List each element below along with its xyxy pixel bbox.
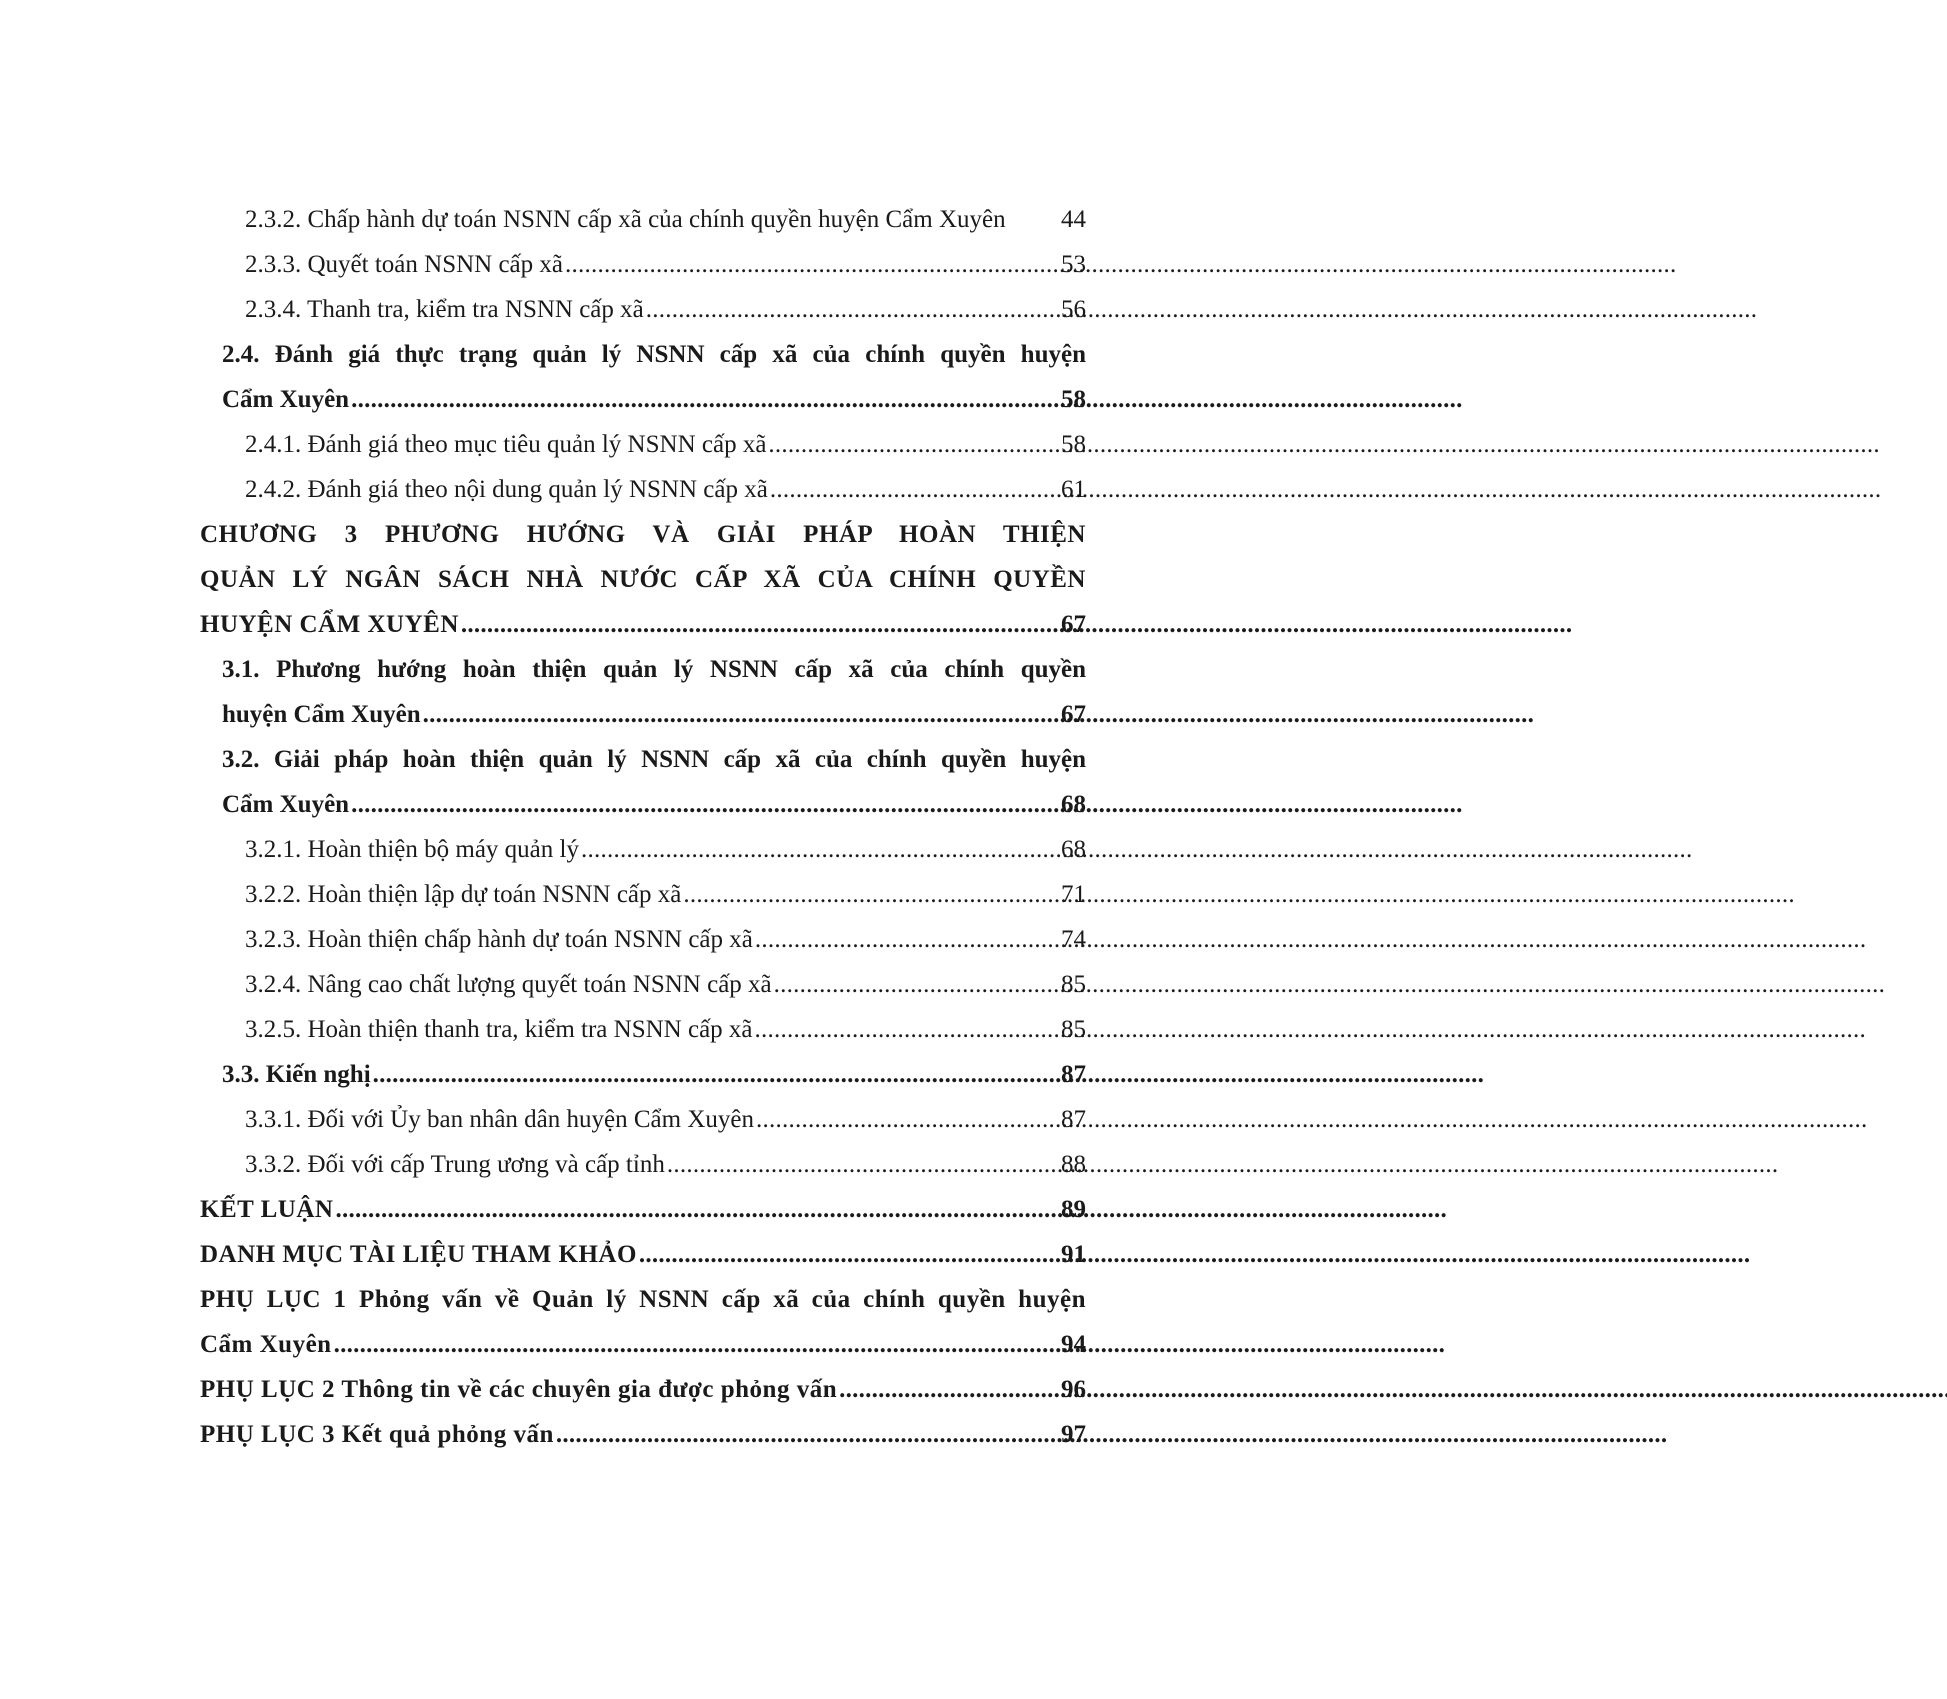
toc-line xyxy=(200,1367,1086,1412)
toc-title: 3.2.3. Hoàn thiện chấp hành dự toán NSNN cấp xã xyxy=(245,926,753,953)
toc-title: Cẩm Xuyên xyxy=(222,386,350,413)
toc-line xyxy=(200,332,1086,377)
toc-title: huyện Cẩm Xuyên xyxy=(222,701,421,728)
toc-leader-dots xyxy=(554,1412,1061,1457)
toc-line xyxy=(200,647,1086,692)
toc-line xyxy=(200,1142,1086,1187)
toc-title: 3.2.5. Hoàn thiện thanh tra, kiểm tra NSNN cấp xã xyxy=(245,1016,753,1043)
toc-page-number: 87 xyxy=(1061,1061,1086,1088)
toc-leader-dots xyxy=(754,1097,1061,1142)
toc-line xyxy=(200,197,1086,242)
toc-line xyxy=(200,1097,1086,1142)
toc-page-number: 67 xyxy=(1061,701,1086,728)
toc-leader-dots xyxy=(579,827,1061,872)
toc-line xyxy=(200,1232,1086,1277)
toc-leader-dots xyxy=(563,242,1061,287)
table-of-contents xyxy=(200,197,1086,1457)
toc-title: 3.3.2. Đối với cấp Trung ương và cấp tỉnh xyxy=(245,1151,665,1178)
toc-line xyxy=(200,1412,1086,1457)
toc-line xyxy=(200,737,1086,782)
toc-leader-dots xyxy=(766,422,1061,467)
toc-leader-dots xyxy=(837,1367,1061,1412)
toc-leader-dots xyxy=(681,872,1061,917)
toc-title: Cẩm Xuyên xyxy=(200,1331,332,1358)
toc-line xyxy=(200,872,1086,917)
toc-title: 3.1. Phương hướng hoàn thiện quản lý NSNN cấp xã của chính quyền xyxy=(222,656,1086,683)
toc-title: 2.3.2. Chấp hành dự toán NSNN cấp xã của chính quyền huyện Cẩm Xuyên xyxy=(245,206,1006,233)
toc-leader-dots xyxy=(421,692,1061,737)
toc-title: Cẩm Xuyên xyxy=(222,791,350,818)
toc-line xyxy=(200,287,1086,332)
toc-line xyxy=(200,602,1086,647)
toc-line xyxy=(200,962,1086,1007)
toc-page-number: 56 xyxy=(1061,296,1086,323)
toc-page-number: 74 xyxy=(1061,926,1086,953)
toc-page-number: 67 xyxy=(1061,611,1086,638)
toc-line xyxy=(200,782,1086,827)
toc-line xyxy=(200,512,1086,557)
toc-line xyxy=(200,557,1086,602)
toc-page-number: 88 xyxy=(1061,1151,1086,1178)
toc-leader-dots xyxy=(349,782,1061,827)
toc-line xyxy=(200,917,1086,962)
toc-title: PHỤ LỤC 1 Phỏng vấn về Quản lý NSNN cấp xã của chính quyền huyện xyxy=(200,1286,1086,1313)
toc-line xyxy=(200,1277,1086,1322)
toc-page-number: 89 xyxy=(1061,1196,1086,1223)
toc-page-number: 97 xyxy=(1061,1421,1086,1448)
toc-line xyxy=(200,422,1086,467)
toc-title: 3.3. Kiến nghị xyxy=(222,1061,371,1088)
toc-page-number: 44 xyxy=(1061,206,1086,233)
toc-title: 3.2.4. Nâng cao chất lượng quyết toán NSNN cấp xã xyxy=(245,971,772,998)
toc-title: 2.4.1. Đánh giá theo mục tiêu quản lý NSNN cấp xã xyxy=(245,431,767,458)
toc-title: QUẢN LÝ NGÂN SÁCH NHÀ NƯỚC CẤP XÃ CỦA CHÍNH QUYỀN xyxy=(200,566,1086,593)
toc-page-number: 87 xyxy=(1061,1106,1086,1133)
toc-leader-dots xyxy=(753,1007,1061,1052)
toc-title: PHỤ LỤC 2 Thông tin về các chuyên gia được phỏng vấn xyxy=(200,1376,838,1403)
toc-title: PHỤ LỤC 3 Kết quả phỏng vấn xyxy=(200,1421,554,1448)
toc-title: CHƯƠNG 3 PHƯƠNG HƯỚNG VÀ GIẢI PHÁP HOÀN THIỆN xyxy=(200,521,1086,548)
toc-title: DANH MỤC TÀI LIỆU THAM KHẢO xyxy=(200,1241,637,1268)
toc-leader-dots xyxy=(644,287,1061,332)
toc-line xyxy=(200,1187,1086,1232)
toc-page-number: 71 xyxy=(1061,881,1086,908)
toc-page-number: 85 xyxy=(1061,1016,1086,1043)
toc-line xyxy=(200,467,1086,512)
toc-page-number: 94 xyxy=(1061,1331,1086,1358)
toc-line xyxy=(200,1322,1086,1367)
toc-title: 3.2.1. Hoàn thiện bộ máy quản lý xyxy=(245,836,579,863)
toc-leader-dots xyxy=(333,1187,1061,1232)
toc-title: KẾT LUẬN xyxy=(200,1196,334,1223)
toc-title: 3.3.1. Đối với Ủy ban nhân dân huyện Cẩm Xuyên xyxy=(245,1106,754,1133)
toc-page-number: 53 xyxy=(1061,251,1086,278)
toc-page-number: 68 xyxy=(1061,836,1086,863)
toc-page-number: 91 xyxy=(1061,1241,1086,1268)
toc-line xyxy=(200,827,1086,872)
toc-line xyxy=(200,1052,1086,1097)
toc-page-number: 58 xyxy=(1061,431,1086,458)
toc-line xyxy=(200,1007,1086,1052)
toc-title: HUYỆN CẨM XUYÊN xyxy=(200,611,459,638)
toc-title: 2.4.2. Đánh giá theo nội dung quản lý NSNN cấp xã xyxy=(245,476,768,503)
toc-page-number: 96 xyxy=(1061,1376,1086,1403)
toc-title: 3.2. Giải pháp hoàn thiện quản lý NSNN cấp xã của chính quyền huyện xyxy=(222,746,1086,773)
toc-line xyxy=(200,242,1086,287)
toc-page-number: 68 xyxy=(1061,791,1086,818)
toc-leader-dots xyxy=(371,1052,1061,1097)
toc-line xyxy=(200,692,1086,737)
toc-title: 3.2.2. Hoàn thiện lập dự toán NSNN cấp xã xyxy=(245,881,682,908)
toc-title: 2.3.3. Quyết toán NSNN cấp xã xyxy=(245,251,563,278)
toc-line xyxy=(200,377,1086,422)
toc-leader-dots xyxy=(637,1232,1061,1277)
toc-page-number: 58 xyxy=(1061,386,1086,413)
toc-leader-dots xyxy=(459,602,1061,647)
toc-leader-dots xyxy=(665,1142,1061,1187)
toc-leader-dots xyxy=(772,962,1061,1007)
toc-page-number: 61 xyxy=(1061,476,1086,503)
toc-title: 2.4. Đánh giá thực trạng quản lý NSNN cấp xã của chính quyền huyện xyxy=(222,341,1086,368)
toc-leader-dots xyxy=(768,467,1061,512)
toc-leader-dots xyxy=(349,377,1061,422)
toc-title: 2.3.4. Thanh tra, kiểm tra NSNN cấp xã xyxy=(245,296,644,323)
toc-page-number: 85 xyxy=(1061,971,1086,998)
toc-leader-dots xyxy=(753,917,1061,962)
toc-leader-dots xyxy=(332,1322,1061,1367)
